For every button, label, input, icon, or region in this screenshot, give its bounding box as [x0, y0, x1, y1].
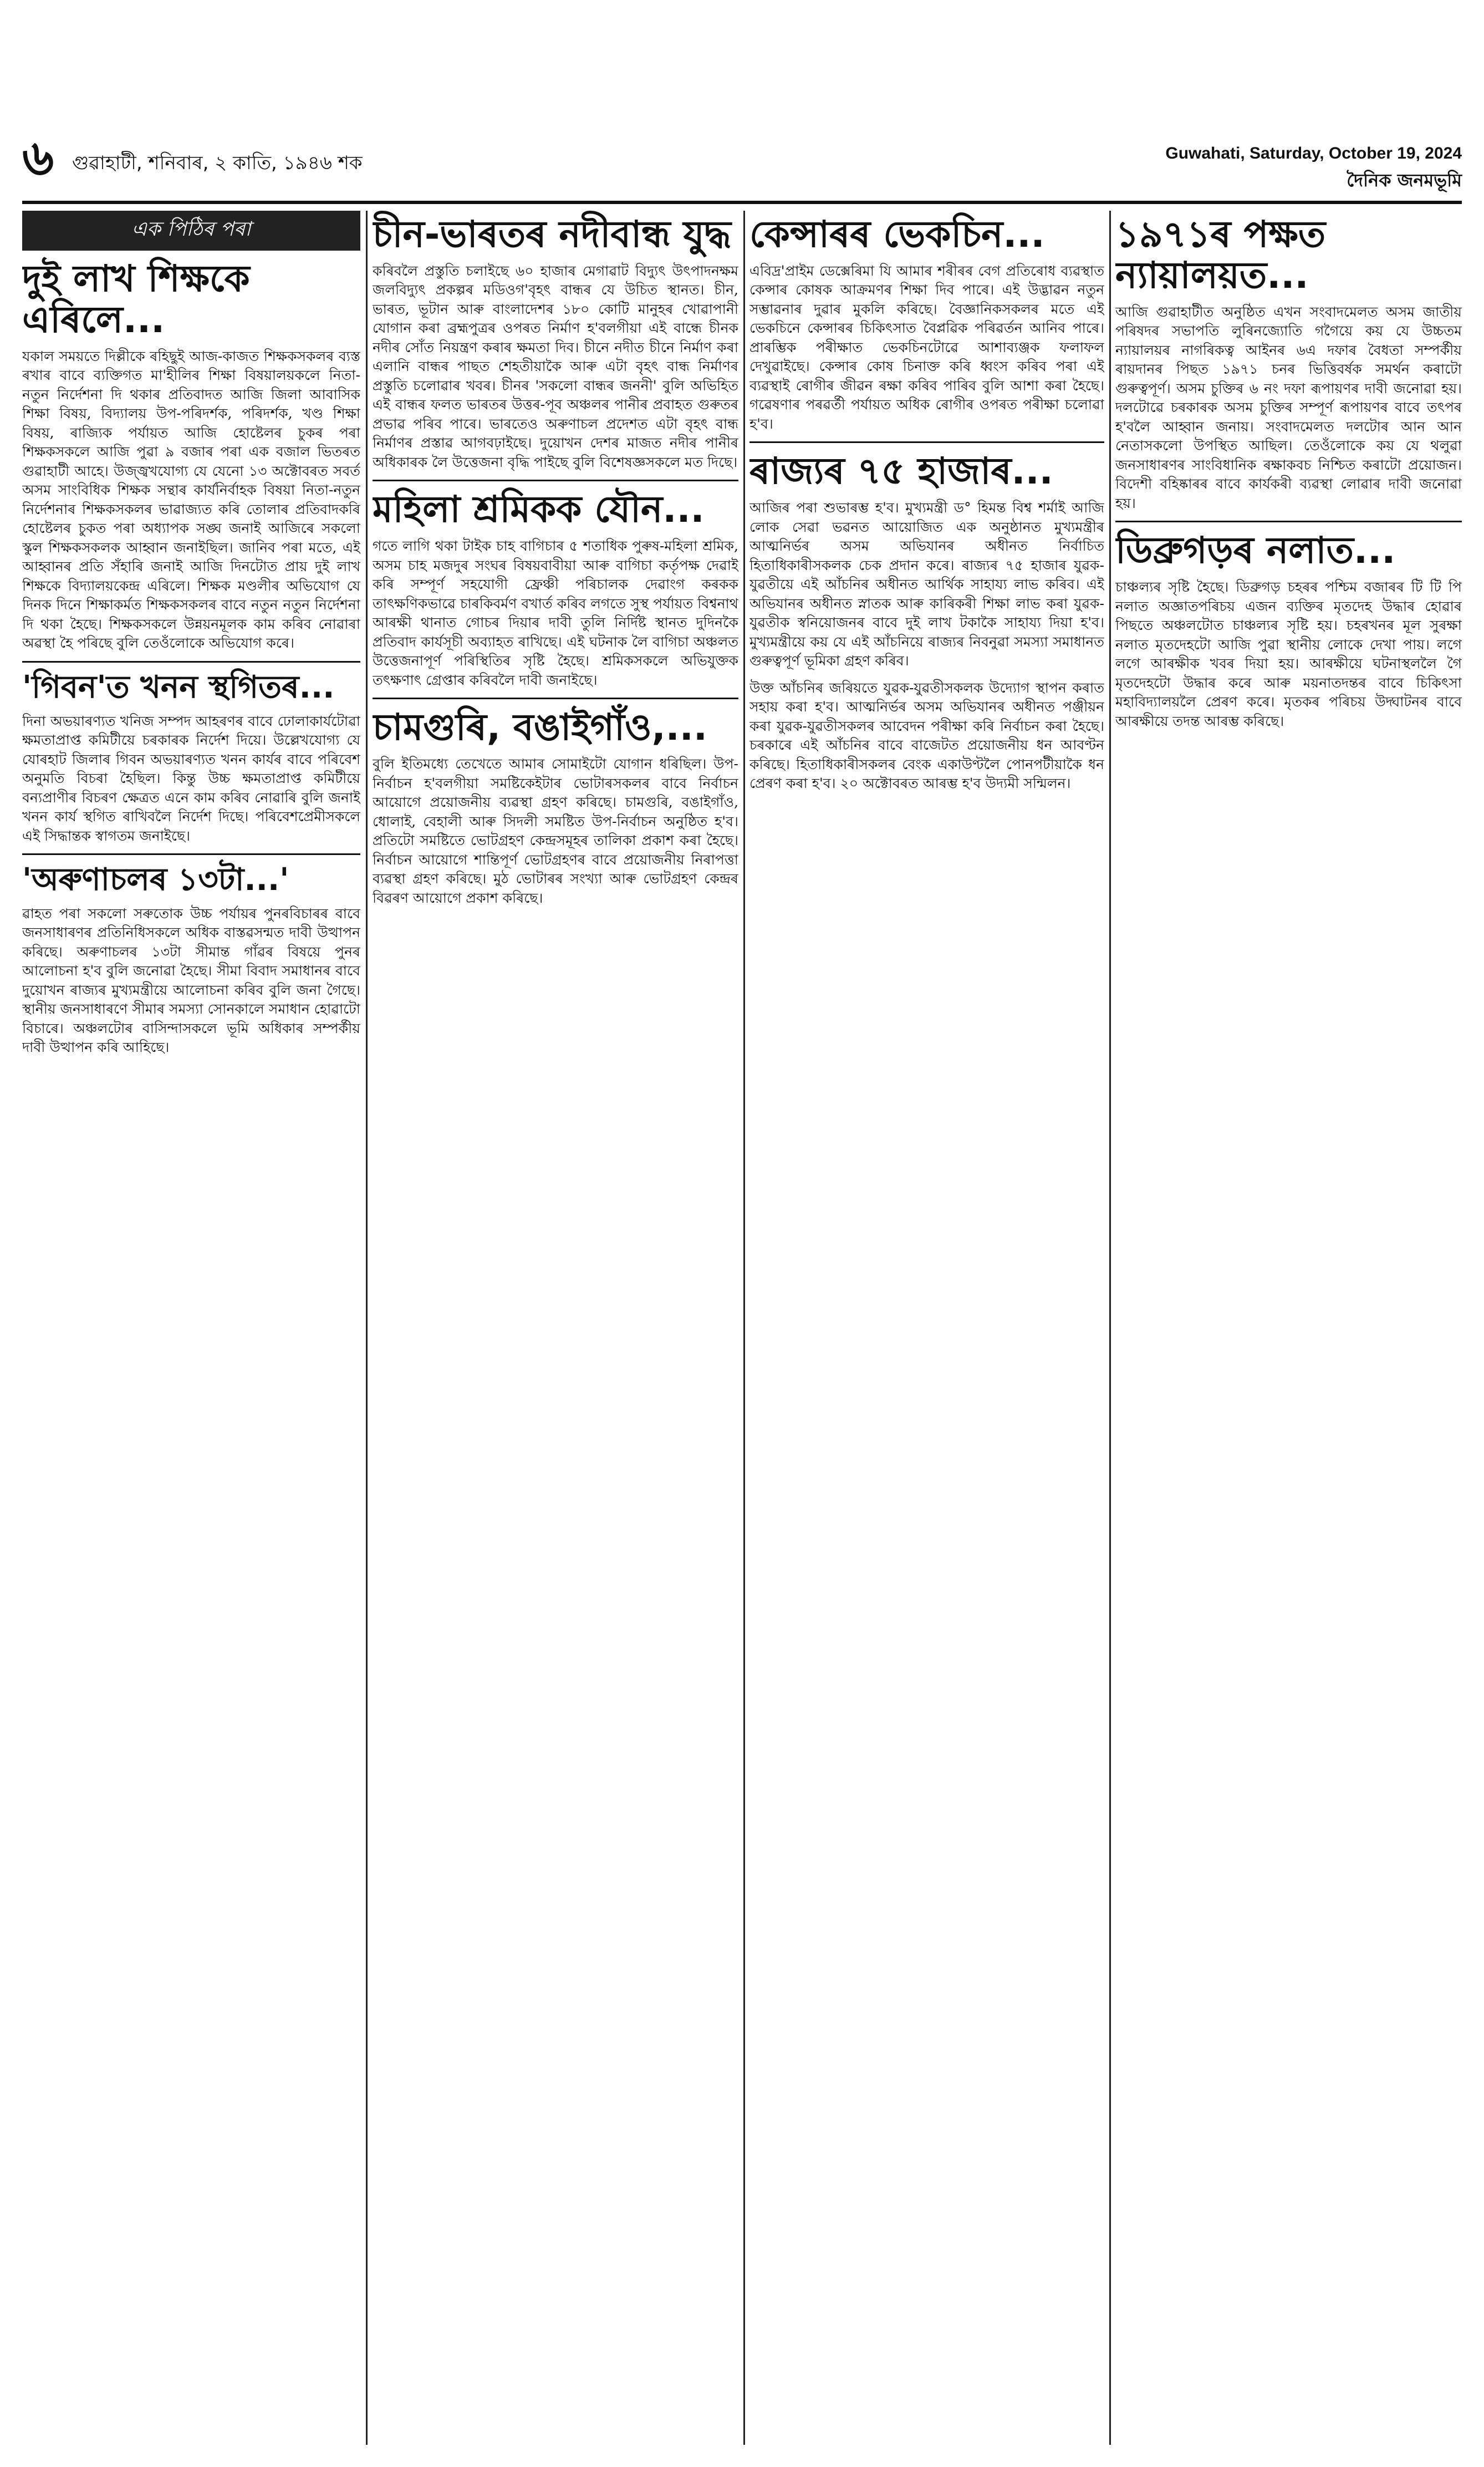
column-divider [1109, 211, 1111, 2445]
story-divider [373, 698, 738, 699]
section-tag: এক পিঠিৰ পৰা [22, 211, 360, 251]
page-number: ৬ [22, 129, 54, 186]
column-divider [743, 211, 745, 2445]
article-body: আজি গুৱাহাটীত অনুষ্ঠিত এখন সংবাদমেলত অসম জাতীয় পৰিষদৰ সভাপতি লুৰিনজ্যোতি গগৈয়ে কয় যে উচ্চতম ন্যায়ালয়ৰ নাগৰিকত্ব আইনৰ ৬এ দফাৰ বৈধতা সম্পৰ্কীয় ৰায়দানৰ পিছত ১৯৭১ চনৰ ভিত্তিবৰ্ষক সমৰ্থন কৰাটো গুৰুত্বপূৰ্ণ। অসম চুক্তিৰ ৬ নং দফা ৰূপায়ণৰ দাবী জনোৱা হয়। দলটোৱে চৰকাৰক অসম চুক্তিৰ সম্পূৰ্ণ ৰূপায়ণৰ বাবে তৎপৰ হ'বলৈ আহ্বান জনায়। সংবাদমেলত দলটোৰ আন আন নেতাসকলো উপস্থিত আছিল। তেওঁলোকে কয় যে থলুৱা জনসাধাৰণৰ সাংবিধানিক ৰক্ষাকবচ নিশ্চিত কৰাটো প্ৰয়োজন। বিদেশী বহিষ্কাৰৰ বাবে কাৰ্যকৰী ব্যৱস্থা লোৱাৰ দাবী জনোৱা হয়। [1115, 303, 1462, 511]
article-body: গতে লাগি থকা টাইক চাহ বাগিচাৰ ৫ শতাধিক পুৰুষ-মহিলা শ্ৰমিক, অসম চাহ মজদুৰ সংঘৰ বিষয়বাবীয়া আৰু বাগিচা কৰ্তৃপক্ষ দেৱাই কৰি সম্পূৰ্ণ সহযোগী ফ্রেঞ্চী পৰিচালক দেৱাংগ কৰকক তাৎক্ষণিকভাৱে চাৰকিবৰ্মণ বখাৰ্ত কৰিব লগতে সুস্থ পৰ্যায়ত বিশ্বনাথ আৰক্ষী থানাত গোচৰ দিয়াৰ দাবী তুলি নিৰ্দিষ্ট স্থানত দুদিনকৈ প্ৰতিবাদ কাৰ্যসূচী অব্যাহত ৰাখিছে। এই ঘটনাক লৈ বাগিচা অঞ্চলত উত্তেজনাপূৰ্ণ পৰিস্থিতিৰ সৃষ্টি হৈছে। শ্ৰমিকসকলে অভিযুক্তক তৎক্ষণাৎ গ্ৰেপ্তাৰ কৰিবলৈ দাবী জনাইছে। [373, 538, 738, 688]
article-body: ৱাহত পৰা সকলো সৰুতোক উচ্চ পৰ্যায়ৰ পুনৰবিচাৰৰ বাবে জনসাধাৰণৰ প্রতিনিধিসকলে অধিক বাস্তৱসন্মত দাবী উত্থাপন কৰিছে। অৰুণাচলৰ ১৩টা সীমান্ত গাঁৱৰ বিষয়ে পুনৰ আলোচনা হ'ব বুলি জনোৱা হৈছে। সীমা বিবাদ সমাধানৰ বাবে দুয়োখন ৰাজ্যৰ মুখ্যমন্ত্রীয়ে আলোচনা কৰিব বুলি জনা গৈছে। স্থানীয় জনসাধাৰণে সীমাৰ সমস্যা সোনকালে সমাধান হোৱাটো বিচাৰে। অঞ্চলটোৰ বাসিন্দাসকলে ভূমি অধিকাৰ সম্পর্কীয় দাবী উত্থাপন কৰি আহিছে। [22, 905, 360, 1056]
story-divider [373, 480, 738, 481]
story-divider [1115, 521, 1462, 522]
column-1 [22, 211, 360, 2445]
article-body: বুলি ইতিমধ্যে তেখেতে আমাৰ সোমাইটো যোগান ধৰিছিল। উপ-নিৰ্বাচন হ'বলগীয়া সমষ্টিকেইটাৰ ভোটাৰসকলৰ বাবে নিৰ্বাচন আয়োগে প্ৰয়োজনীয় ব্যৱস্থা গ্ৰহণ কৰিছে। চামগুৰি, বঙাইগাঁও, ধোলাই, বেহালী আৰু সিদলী সমষ্টিত উপ-নিৰ্বাচন অনুষ্ঠিত হ'ব। প্ৰতিটো সমষ্টিতে ভোটগ্ৰহণ কেন্দ্ৰসমূহৰ তালিকা প্ৰকাশ কৰা হৈছে। নিৰ্বাচন আয়োগে শান্তিপূৰ্ণ ভোটগ্ৰহণৰ বাবে প্ৰয়োজনীয় নিৰাপত্তা ব্যৱস্থা গ্ৰহণ কৰিছে। মুঠ ভোটাৰৰ সংখ্যা আৰু ভোটগ্ৰহণ কেন্দ্ৰৰ বিৱৰণ আয়োগে প্ৰকাশ কৰিছে। [373, 756, 738, 906]
article-body: চাঞ্চল্যৰ সৃষ্টি হৈছে। ডিব্ৰুগড় চহৰৰ পশ্চিম বজাৰৰ টি টি পি নলাত অজ্ঞাতপৰিচয় এজন ব্যক্তিৰ মৃতদেহ উদ্ধাৰ হোৱাৰ পিছতে অঞ্চলটোত চাঞ্চল্যৰ সৃষ্টি হয়। চহৰখনৰ মূল সুৰক্ষা নলাত মৃতদেহটো আজি পুৱা স্থানীয় লোকে দেখা পায়। লগে লগে আৰক্ষীক খবৰ দিয়া হয়। আৰক্ষীয়ে ঘটনাস্থললৈ গৈ মৃতদেহটো উদ্ধাৰ কৰে আৰু ময়নাতদন্তৰ বাবে চিকিৎসা মহাবিদ্যালয়লৈ প্ৰেৰণ কৰে। মৃতকৰ পৰিচয় উদ্ঘাটনৰ বাবে আৰক্ষীয়ে তদন্ত আৰম্ভ কৰিছে। [1115, 579, 1462, 729]
article-body: যকাল সময়তে দিল্লীকে ৰহিছুই আজ-কাজত শিক্ষকসকলৰ ব্যস্ত ৰখাৰ বাবে ব্যক্তিগত মা'হীলিৰ শিক্ষা বিষয়ালয়কলে নিতা-নতুন নির্দেশনা দি থকাৰ প্রতিবাদত আজি জিলা আবাসিক শিক্ষা বিষয়, বিদ্যালয় উপ-পৰিদর্শক, পৰিদর্শক, খণ্ড শিক্ষা বিষয়, ৰাজ্যিক পর্যায়ত আজি হোষ্টেলৰ চুকৰ পৰা শিক্ষকসকলে আজি পুৱা ৯ বজাৰ পৰা এক বজাল ভিতৰত গুৱাহাটী আহে। উজ্জ্বখযোগ্য যে যেনো ১৩ অক্টোবৰত সবৰ্ত অসম সাংবিধিক শিক্ষক সন্থাৰ কাৰ্যনিৰ্বাহক বিষয়া নিতা-নতুন নির্দেশনাৰ শিক্ষকসকলৰ ভাৱাজ্যত কৰি তোলাৰ প্রতিবাদকৰি হোষ্টেলৰ চুকত পৰা অধ্যাপক সঙ্ঘ জনাই আজিৰে সকলো স্কুল শিক্ষকসকলক আহ্বান জনাইছিল। জানিব পৰা মতে, এই আহ্বানৰ প্রতি সঁহাৰি জনাই আজি দিনটোত প্রায় দুই লাখ শিক্ষকে বিদ্যালয়কেন্দ্ৰ এৰিলে। শিক্ষক মণ্ডলীৰ অভিযোগ যে দিনক দিনে শিক্ষাকৰ্মত শিক্ষকসকলৰ বাবে নতুন নতুন নির্দেশনা দি থকা হৈছে। শিক্ষকসকলে উন্নয়নমূলক কাম কৰিব নোৱাৰা অৱস্থা হৈ পৰিছে বুলি তেওঁলোকে অভিযোগ কৰে। [22, 348, 360, 652]
headline[interactable]: ১৯৭১ৰ পক্ষত ন্যায়ালয়ত... [1115, 213, 1326, 297]
article-body: এবিদ্ৰ'প্ৰাইম ডেক্সেৰিমা যি আমাৰ শৰীৰৰ বেগ প্ৰতিৰোধ ব্যৱস্থাত কেন্সাৰ কোষক আক্ৰমণৰ শিক্ষা দিব পাৰে। এই উদ্ভাৱন নতুন সম্ভাৱনাৰ দুৱাৰ মুকলি কৰিছে। বৈজ্ঞানিকসকলৰ মতে এই ভেকচিনে কেন্সাৰৰ চিকিৎসাত বৈপ্লৱিক পৰিৱৰ্তন আনিব পাৰে। প্ৰাৰম্ভিক পৰীক্ষাত ভেকচিনটোৱে আশাব্যঞ্জক ফলাফল দেখুৱাইছে। কেন্সাৰ কোষ চিনাক্ত কৰি ধ্বংস কৰিব পৰা এই ব্যৱস্থাই ৰোগীৰ জীৱন ৰক্ষা কৰিব পাৰিব বুলি আশা কৰা হৈছে। গৱেষণাৰ পৰৱৰ্তী পৰ্যায়ত অধিক ৰোগীৰ ওপৰত পৰীক্ষা চলোৱা হ'ব। [749, 262, 1104, 432]
masthead [22, 128, 1462, 200]
headline[interactable]: চামগুৰি, বঙাইগাঁও,... [373, 706, 707, 749]
headline[interactable]: ৰাজ্যৰ ৭৫ হাজাৰ... [749, 450, 1053, 493]
headline[interactable]: মহিলা শ্ৰমিকক যৌন... [373, 488, 705, 531]
headline[interactable]: দুই লাখ শিক্ষকে এৰিলে... [22, 257, 250, 341]
column-3 [749, 211, 1104, 2445]
article-body: আজিৰ পৰা শুভাৰম্ভ হ'ব। মুখ্যমন্ত্ৰী ড° হিমন্ত বিশ্ব শৰ্মাই আজি লোক সেৱা ভৱনত আয়োজিত এক অনুষ্ঠানত মুখ্যমন্ত্ৰীৰ আত্মনিৰ্ভৰ অসম অভিযানৰ অধীনত নিৰ্বাচিত হিতাধিকাৰীসকলক চেক প্ৰদান কৰে। ৰাজ্যৰ ৭৫ হাজাৰ যুৱক-যুৱতীয়ে এই আঁচনিৰ অধীনত আৰ্থিক সাহায্য লাভ কৰিব। এই অভিযানৰ অধীনত স্নাতক আৰু কাৰিকৰী শিক্ষা লাভ কৰা যুৱক-যুৱতীক স্বনিয়োজনৰ বাবে দুই লাখ টকাকৈ সাহায্য দিয়া হ'ব। মুখ্যমন্ত্ৰীয়ে কয় যে এই আঁচনিয়ে ৰাজ্যৰ নিবনুৱা সমস্যা সমাধানত গুৰুত্বপূৰ্ণ ভূমিকা গ্ৰহণ কৰিব। [749, 500, 1104, 669]
headline[interactable]: চীন-ভাৰতৰ নদীবান্ধ যুদ্ধ [373, 213, 731, 256]
article-body: উক্ত আঁচনিৰ জৰিয়তে যুৱক-যুৱতীসকলক উদ্যোগ স্থাপন কৰাত সহায় কৰা হ'ব। আত্মনিৰ্ভৰ অসম অভিযানৰ অধীনত পঞ্জীয়ন কৰা যুৱক-যুৱতীসকলৰ আবেদন পৰীক্ষা কৰি নিৰ্বাচন কৰা হৈছে। চৰকাৰে এই আঁচনিৰ বাবে বাজেটত প্ৰয়োজনীয় ধন আবণ্টন কৰিছে। হিতাধিকাৰীসকলৰ বেংক একাউণ্টলৈ পোনপটীয়াকৈ ধন প্ৰেৰণ কৰা হ'ব। ২০ অক্টোবৰত আৰম্ভ হ'ব উদ্যমী সন্মিলন। [749, 679, 1104, 792]
headline[interactable]: ডিব্ৰুগড়ৰ নলাত... [1115, 529, 1396, 572]
headline[interactable]: 'অৰুণাচলৰ ১৩টা...' [22, 862, 289, 898]
dateline-english: Guwahati, Saturday, October 19, 2024 [1165, 144, 1462, 162]
story-divider [22, 661, 360, 663]
headline[interactable]: কেন্সাৰৰ ভেকচিন... [749, 213, 1045, 256]
article-body: দিনা অভয়াৰণ্যত খনিজ সম্পদ আহৰণৰ বাবে ঢোলাকাৰ্যটোৱা ক্ষমতাপ্রাপ্ত কমিটীয়ে চৰকাৰক নিৰ্দেশ দিয়ে। উল্লেখযোগ্য যে যোৰহাট জিলাৰ গিবন অভয়াৰণ্যত খনন কাৰ্যৰ বাবে পৰিবেশ অনুমতি বিচৰা হৈছিল। কিন্তু উচ্চ ক্ষমতাপ্রাপ্ত কমিটীয়ে বন্যপ্রাণীৰ বিচৰণ ক্ষেত্ৰত এনে কাম কৰিব নোৱাৰি বুলি জনাই খনন কাৰ্য স্থগিত ৰাখিবলৈ নিৰ্দেশ দিছে। পৰিবেশপ্রেমীসকলে এই সিদ্ধান্তক স্বাগতম জনাইছে। [22, 713, 360, 844]
headline[interactable]: 'গিবন'ত খনন স্থগিতৰ... [22, 669, 335, 705]
article-body: কৰিবলৈ প্ৰস্তুতি চলাইছে ৬০ হাজাৰ মেগাৱাট বিদ্যুৎ উৎপাদনক্ষম জলবিদ্যুৎ প্ৰকল্পৰ মডিওগ'বৃহৎ বান্ধৰ যে উচিত স্থানত। চীন, ভাৰত, ভূটান আৰু বাংলাদেশৰ ১৮০ কোটি মানুহৰ খোৱাপানী যোগান কৰা ব্ৰহ্মপুত্ৰৰ ওপৰত নিৰ্মাণ হ'বলগীয়া এই বান্ধে চীনক নদীৰ সোঁত নিয়ন্ত্ৰণ কৰাৰ ক্ষমতা দিব। চীনে নদীত চীনে নিৰ্মাণ কৰা এলানি বান্ধৰ পাছত শেহতীয়াকৈ আৰু এটা বৃহৎ বান্ধ নিৰ্মাণৰ প্ৰস্তুতি চলোৱাৰ খবৰ। চীনৰ 'সকলো বান্ধৰ জননী' বুলি অভিহিত এই বান্ধৰ ফলত ভাৰতৰ উত্তৰ-পূব অঞ্চলৰ পানীৰ প্ৰবাহত গুৰুতৰ প্ৰভাৱ পৰিব পাৰে। ভাৰতেও অৰুণাচল প্ৰদেশত এটা বৃহৎ বান্ধ নিৰ্মাণৰ প্ৰস্তাৱ আগবঢ়াইছে। দুয়োখন দেশৰ মাজত নদীৰ পানীৰ অধিকাৰক লৈ উত্তেজনা বৃদ্ধি পাইছে বুলি বিশেষজ্ঞসকলে মত দিছে। [373, 262, 738, 470]
masthead-rule [22, 201, 1462, 204]
dateline-assamese: গুৱাহাটী, শনিবাৰ, ২ কাতি, ১৯৪৬ শক [72, 152, 363, 174]
paper-name: দৈনিক জনমভূমি [1347, 170, 1462, 191]
column-4 [1115, 211, 1462, 2445]
story-divider [749, 441, 1104, 443]
column-2 [373, 211, 738, 2445]
story-divider [22, 853, 360, 855]
column-divider [366, 211, 368, 2445]
